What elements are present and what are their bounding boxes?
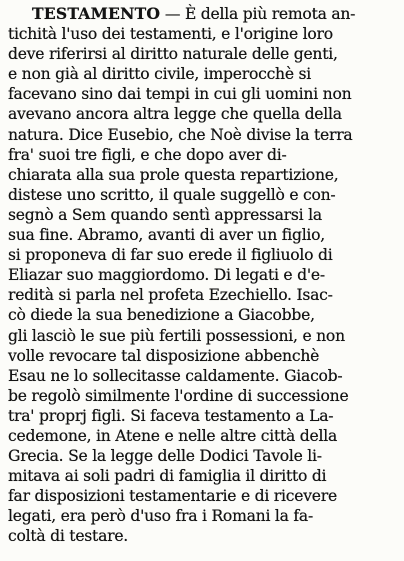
article-title: TESTAMENTO — [32, 4, 161, 23]
article-line: facevano sino dai tempi in cui gli uomini non — [8, 85, 352, 104]
article-line: coltà di testare. — [8, 527, 129, 546]
article-line: deve riferirsi al diritto naturale delle genti, — [8, 45, 338, 64]
article-first-line-text: — È della più remota an- — [160, 5, 356, 23]
article-line: redità si parla nel profeta Ezechiello. Isac- — [8, 286, 333, 305]
article-line: fra' suoi tre figli, e che dopo aver di- — [8, 145, 287, 164]
article-line: volle revocare tal disposizione abbenchè — [8, 346, 320, 365]
article-line: far disposizioni testamentarie e di ricevere — [8, 487, 337, 506]
article-line: chiarata alla sua prole questa repartizione, — [8, 165, 339, 184]
article-line: avevano ancora altra legge che quella della — [8, 105, 342, 124]
article-line: mitava ai soli padri di famiglia il diritto di — [8, 467, 327, 486]
article-line: Eliazar suo maggiordomo. Di legati e d'e- — [8, 266, 325, 285]
article-line: tichità l'uso dei testamenti, e l'origine loro — [8, 25, 333, 44]
article-line: be regolò similmente l'ordine di successione — [8, 386, 349, 405]
article-line: sua fine. Abramo, avanti di aver un figlio, — [8, 226, 326, 245]
article-line: si proponeva di far suo erede il figliuolo di — [8, 246, 333, 265]
article-line: Grecia. Se la legge delle Dodici Tavole li- — [8, 447, 322, 466]
article-line: cò diede la sua benedizione a Giacobbe, — [8, 306, 315, 325]
article-line: distese uno scritto, il quale suggellò e con- — [8, 185, 336, 204]
article-line: legati, era però d'uso fra i Romani la fa- — [8, 507, 313, 526]
article-line: Esau ne lo sollecitasse caldamente. Giacob- — [8, 366, 343, 385]
article-line: natura. Dice Eusebio, che Noè divise la terra — [8, 125, 353, 144]
article-column — [8, 4, 396, 547]
article-line: tra' proprj figli. Si faceva testamento a La- — [8, 406, 334, 425]
article-line: cedemone, in Atene e nelle altre città della — [8, 426, 338, 445]
article-first-line — [8, 4, 396, 24]
article-line: gli lasciò le sue più fertili possessioni, e non — [8, 326, 345, 345]
article-line: e non già al diritto civile, imperocchè si — [8, 65, 312, 84]
article-line: segnò a Sem quando sentì appressarsi la — [8, 205, 322, 224]
